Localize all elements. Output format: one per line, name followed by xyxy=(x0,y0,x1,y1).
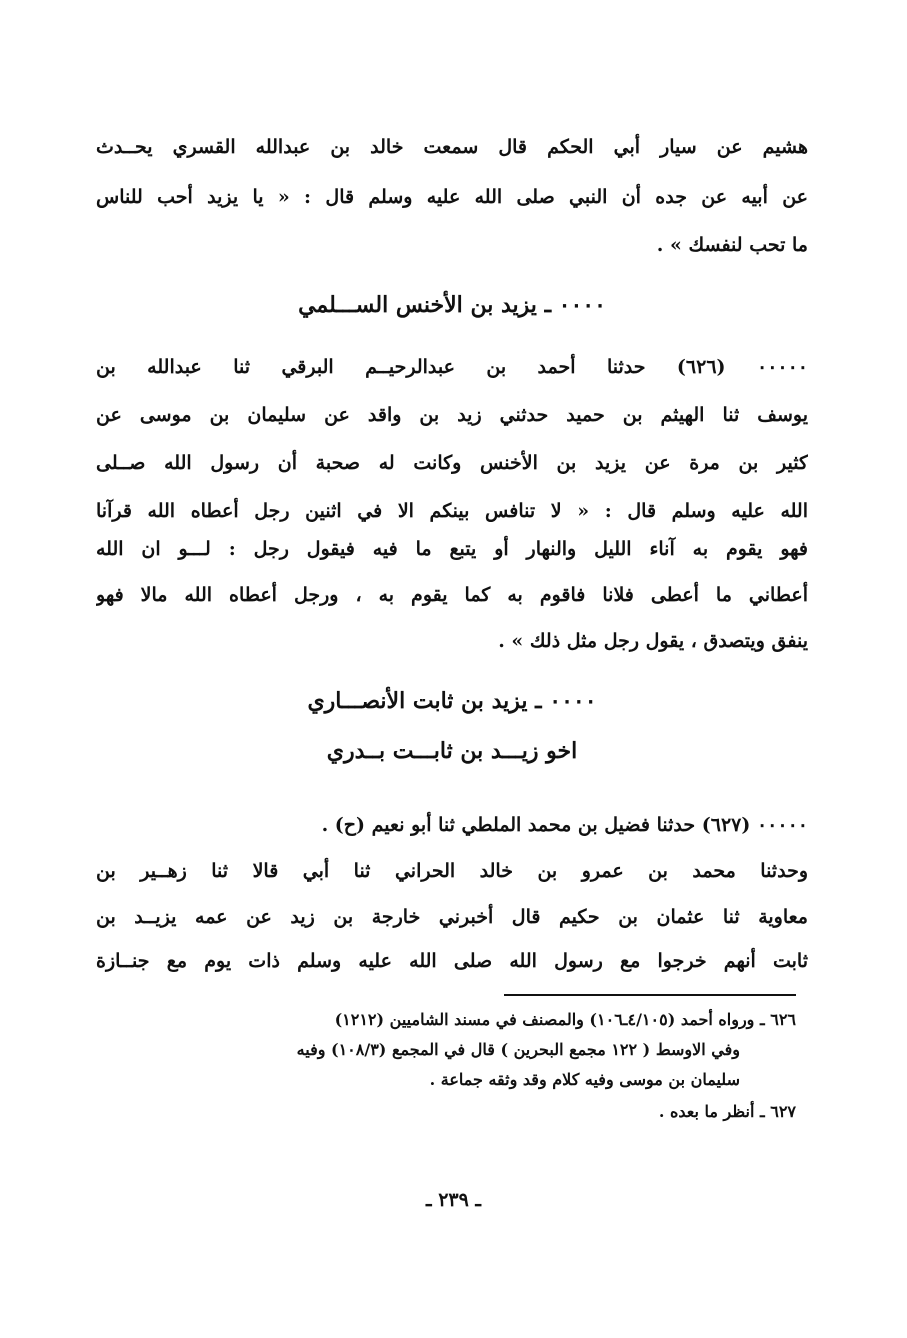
hadith-626-line: يوسف ثنا الهيثم بن حميد حدثني زيد بن واقد عن سليمان بن موسى عن xyxy=(96,404,808,426)
text-line: هشيم عن سيار أبي الحكم قال سمعت خالد بن عبدالله القسري يحــدث xyxy=(96,136,808,158)
footnote-line: ٦٢٦ ـ ورواه أحمد (٤/١٠٥ـ١٠٦) والمصنف في مسند الشاميين (١٢١٢) xyxy=(334,1010,796,1029)
hadith-627-line: ٠٠٠٠٠ (٦٢٧) حدثنا فضيل بن محمد الملطي ثنا أبو نعيم (ح) . xyxy=(321,814,808,836)
text-line: ما تحب لنفسك » . xyxy=(656,234,808,256)
footnote-line: ٦٢٧ ـ أنظر ما بعده . xyxy=(658,1102,796,1121)
section-heading: ٠٠٠٠ ـ يزيد بن الأخنس الســـلمي xyxy=(298,292,606,318)
page-number: ـ ٢٣٩ ـ xyxy=(426,1189,481,1211)
hadith-626-line: أعطاني ما أعطى فلانا فاقوم به كما يقوم به ، ورجل أعطاه الله مالا فهو xyxy=(96,584,808,606)
section-heading: ٠٠٠٠ ـ يزيد بن ثابت الأنصـــاري xyxy=(307,688,597,714)
footnote-separator xyxy=(504,994,796,996)
hadith-626-line: الله عليه وسلم قال : « لا تنافس بينكم الا في اثنين رجل أعطاه الله قرآنا xyxy=(96,500,808,522)
section-subheading: اخو زيـــد بن ثابـــت بــدري xyxy=(326,738,578,764)
hadith-627-line: ثابت أنهم خرجوا مع رسول الله صلى الله عليه وسلم ذات يوم مع جنــازة xyxy=(96,950,808,972)
footnote-line: سليمان بن موسى وفيه كلام وقد وثقه جماعة . xyxy=(429,1070,740,1089)
hadith-626-line: كثير بن مرة عن يزيد بن الأخنس وكانت له صحبة أن رسول الله صــلى xyxy=(96,452,808,474)
text-line: عن أبيه عن جده أن النبي صلى الله عليه وسلم قال : « يا يزيد أحب للناس xyxy=(96,186,808,208)
hadith-627-line: معاوية ثنا عثمان بن حكيم قال أخبرني خارجة بن زيد عن عمه يزيــد بن xyxy=(96,906,808,928)
hadith-626-line: ٠٠٠٠٠ (٦٢٦) حدثنا أحمد بن عبدالرحيــم البرقي ثنا عبدالله بن xyxy=(96,356,808,378)
hadith-626-line: فهو يقوم به آناء الليل والنهار أو يتبع ما فيه فيقول رجل : لـــو ان الله xyxy=(96,538,808,560)
footnote-line: وفي الاوسط ( ١٢٢ مجمع البحرين ) قال في المجمع (١٠٨/٣) وفيه xyxy=(296,1040,740,1059)
hadith-626-line: ينفق ويتصدق ، يقول رجل مثل ذلك » . xyxy=(498,630,808,652)
hadith-627-line: وحدثنا محمد بن عمرو بن خالد الحراني ثنا أبي قالا ثنا زهــير بن xyxy=(96,860,808,882)
